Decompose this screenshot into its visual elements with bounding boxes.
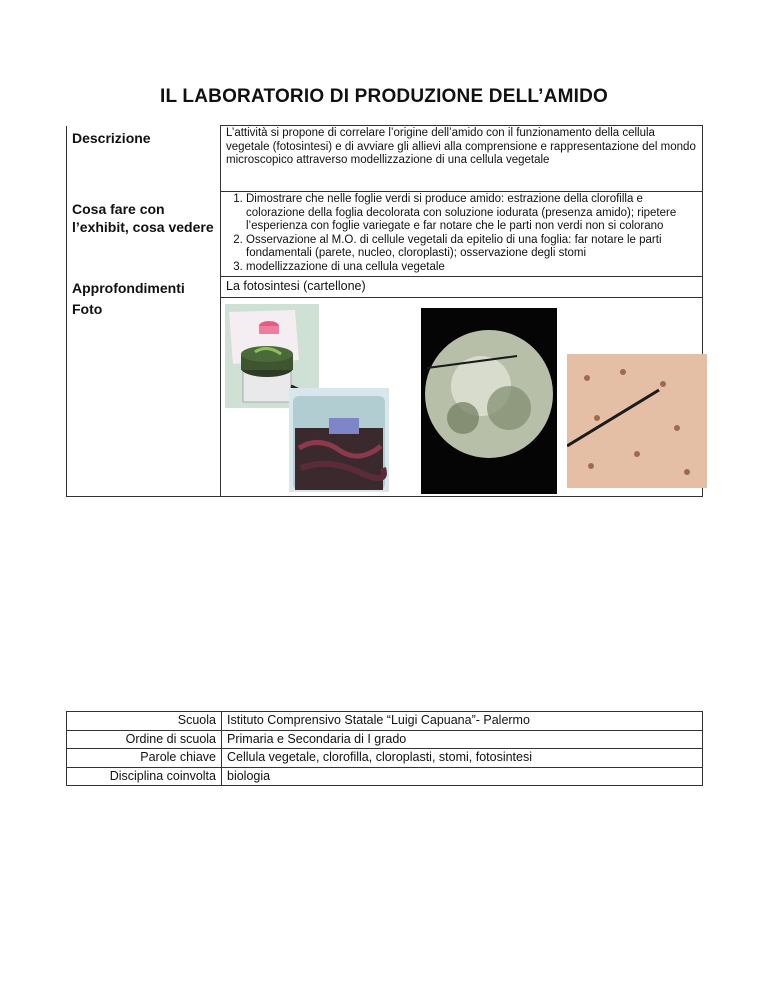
steps-list bbox=[226, 193, 697, 275]
table-row bbox=[67, 730, 703, 749]
step-3: 3. modellizzazione di una cellula vegetale bbox=[246, 261, 697, 275]
value-approfondimenti: La fotosintesi (cartellone) bbox=[221, 276, 703, 297]
label-approfondimenti: Approfondimenti bbox=[67, 276, 221, 297]
value-ordine: Primaria e Secondaria di I grado bbox=[222, 730, 703, 749]
label-parole: Parole chiave bbox=[67, 749, 222, 768]
label-cosa-fare bbox=[67, 192, 221, 277]
table-row bbox=[67, 767, 703, 786]
table-row bbox=[67, 712, 703, 731]
photo-microscope-view bbox=[421, 308, 557, 494]
photo-cell bbox=[221, 297, 703, 496]
value-scuola: Istituto Comprensivo Statale “Luigi Capuana”- Palermo bbox=[222, 712, 703, 731]
label-disciplina: Disciplina coinvolta bbox=[67, 767, 222, 786]
value-descrizione: L’attività si propone di correlare l’origine dell’amido con il funzionamento della cellula vegetale (fotosintesi) e di avviare gli allievi alla comprensione e rappresentazione del mondo microscopico attraverso modellizzazione di una cellula vegetale bbox=[221, 126, 703, 192]
label-ordine: Ordine di scuola bbox=[67, 730, 222, 749]
table-row bbox=[67, 749, 703, 768]
page-title: IL LABORATORIO DI PRODUZIONE DELL’AMIDO bbox=[160, 86, 608, 107]
exhibit-table bbox=[66, 125, 703, 497]
step-2: 2. Osservazione al M.O. di cellule vegetali da epitelio di una foglia: far notare le parti fondamentali (parete, nucleo, cloroplasti); osservazione degli stomi bbox=[246, 234, 697, 261]
label-foto: Foto bbox=[67, 297, 221, 496]
value-cosa-fare bbox=[221, 192, 703, 277]
value-disciplina: biologia bbox=[222, 767, 703, 786]
label-cosa-fare-text: Cosa fare con l’exhibit, cosa vedere bbox=[72, 200, 214, 235]
step-1: 1. Dimostrare che nelle foglie verdi si produce amido: estrazione della clorofilla e colorazione della foglia decolorata con soluzione iodurata (presenza amido); ripetere l’esperienza con foglie variegate e far notare che le parti non verdi non si colorano bbox=[246, 193, 697, 234]
info-table bbox=[66, 711, 703, 786]
label-descrizione: Descrizione bbox=[67, 126, 221, 192]
photo-jar bbox=[289, 388, 389, 492]
value-parole: Cellula vegetale, clorofilla, cloroplasti, stomi, fotosintesi bbox=[222, 749, 703, 768]
photo-stomata bbox=[567, 354, 707, 488]
label-scuola: Scuola bbox=[67, 712, 222, 731]
